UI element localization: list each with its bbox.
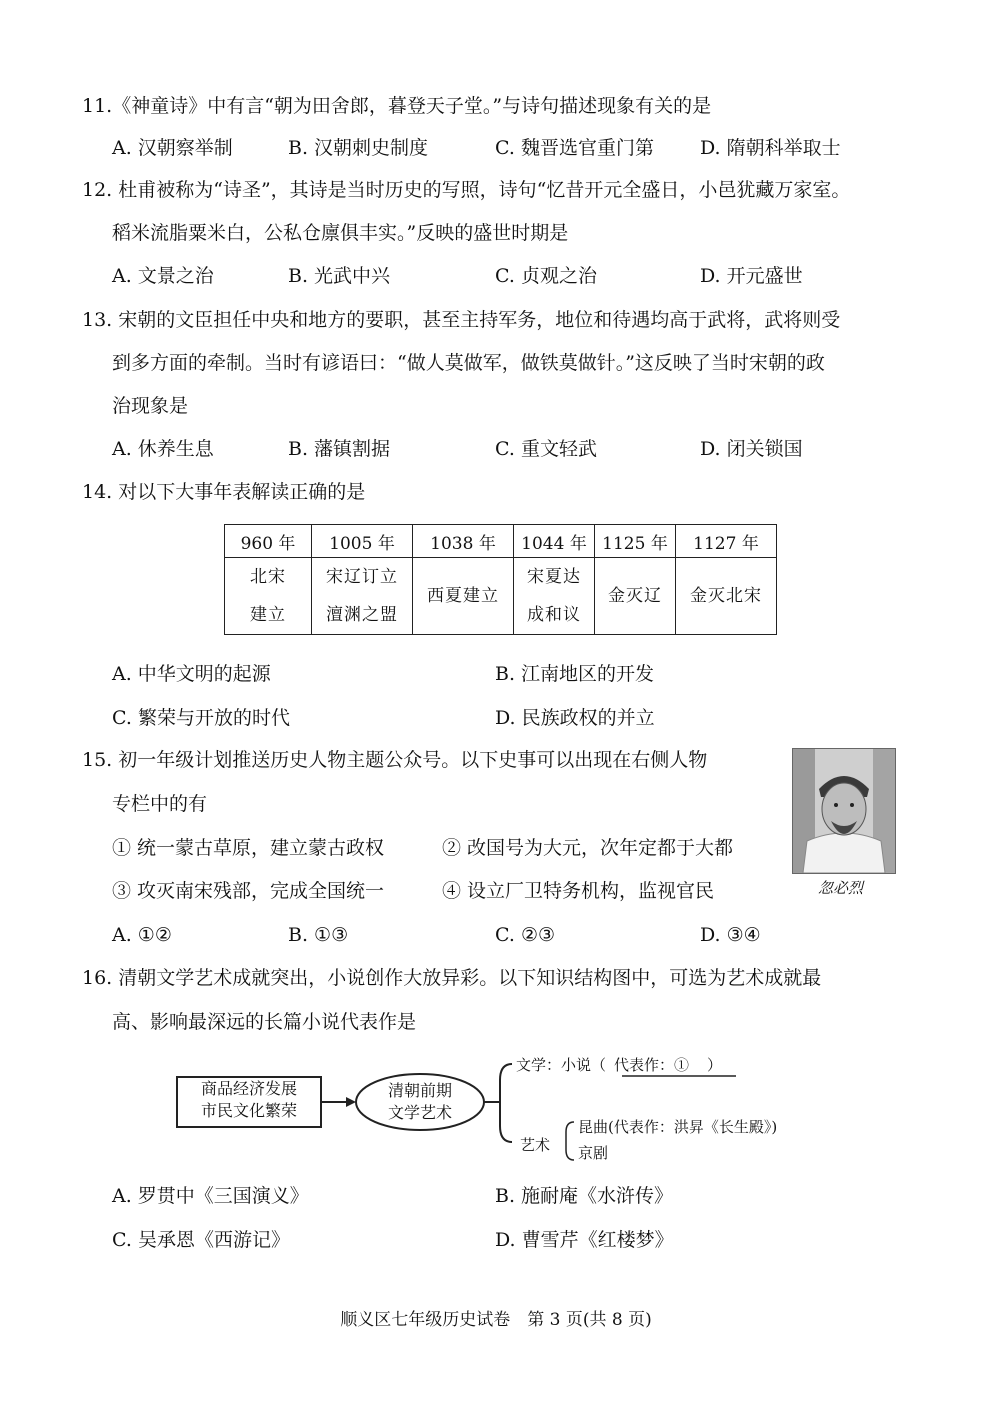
year-cell: 1127 年 xyxy=(676,525,777,558)
q16-stem-line2: 高、影响最深远的长篇小说代表作是 xyxy=(112,1011,417,1033)
q16-option-a[interactable]: A. 罗贯中《三国演义》 xyxy=(112,1185,309,1207)
page-footer: 顺义区七年级历史试卷 第 3 页(共 8 页) xyxy=(340,1310,652,1330)
q15-stem-line1: 15. 初一年级计划推送历史人物主题公众号。以下史事可以出现在右侧人物 xyxy=(82,749,708,771)
q13-option-c[interactable]: C. 重文轻武 xyxy=(495,438,597,460)
event-text: 西夏建立 xyxy=(427,586,499,606)
event-text: 宋辽订立 xyxy=(326,567,398,587)
year-cell: 1044 年 xyxy=(514,525,595,558)
center-text-1: 清朝前期 xyxy=(387,1081,452,1100)
q13-stem-line1: 13. 宋朝的文臣担任中央和地方的要职，甚至主持军务，地位和待遇均高于武将，武将则受 xyxy=(82,309,841,331)
q13-stem-line2: 到多方面的牵制。当时有谚语曰：“做人莫做军，做铁莫做针。”这反映了当时宋朝的政 xyxy=(112,352,825,374)
q11-stem: 11.《神童诗》中有言“朝为田舍郎，暮登天子堂。”与诗句描述现象有关的是 xyxy=(82,95,712,117)
q13-option-a[interactable]: A. 休养生息 xyxy=(112,438,214,460)
chronology-table xyxy=(224,524,777,635)
event-text: 北宋 xyxy=(250,567,286,587)
year-cell: 1125 年 xyxy=(595,525,676,558)
literature-label: 文学：小说（ xyxy=(516,1056,607,1074)
q13-option-b[interactable]: B. 藩镇割据 xyxy=(288,438,391,460)
art-item-kunqu: 昆曲(代表作：洪昇《长生殿》) xyxy=(578,1118,778,1136)
table-row xyxy=(225,558,777,635)
q15-option-a[interactable]: A. ①② xyxy=(112,924,172,946)
q13-stem-line3: 治现象是 xyxy=(112,395,189,417)
q16-option-c[interactable]: C. 吴承恩《西游记》 xyxy=(112,1229,290,1251)
q14-option-b[interactable]: B. 江南地区的开发 xyxy=(495,663,655,685)
portrait-caption: 忽必烈 xyxy=(818,879,864,897)
q15-option-b[interactable]: B. ①③ xyxy=(288,924,349,946)
q12-option-d[interactable]: D. 开元盛世 xyxy=(700,265,803,287)
q15-stem-line2: 专栏中的有 xyxy=(112,793,208,815)
cause-text-1: 商品经济发展 xyxy=(200,1079,297,1098)
q12-option-b[interactable]: B. 光武中兴 xyxy=(288,265,391,287)
event-cell xyxy=(312,558,413,635)
diagram-connectors xyxy=(170,1050,830,1170)
q16-option-b[interactable]: B. 施耐庵《水浒传》 xyxy=(495,1185,674,1207)
q14-option-d[interactable]: D. 民族政权的并立 xyxy=(495,707,655,729)
year-cell: 1005 年 xyxy=(312,525,413,558)
event-cell xyxy=(225,558,312,635)
q14-option-c[interactable]: C. 繁荣与开放的时代 xyxy=(112,707,290,729)
q15-item-2: ② 改国号为大元，次年定都于大都 xyxy=(442,837,734,859)
literature-branch xyxy=(516,1054,722,1075)
art-item-peking-opera: 京剧 xyxy=(578,1144,609,1162)
year-cell: 960 年 xyxy=(225,525,312,558)
cause-text-2: 市民文化繁荣 xyxy=(200,1101,297,1120)
q13-option-d[interactable]: D. 闭关锁国 xyxy=(700,438,803,460)
kublai-khan-portrait xyxy=(792,748,896,874)
q15-item-4: ④ 设立厂卫特务机构，监视官民 xyxy=(442,880,715,902)
event-cell xyxy=(676,558,777,635)
event-text: 金灭辽 xyxy=(608,586,662,606)
q14-option-a[interactable]: A. 中华文明的起源 xyxy=(112,663,271,685)
event-text: 澶渊之盟 xyxy=(326,605,398,625)
q16-option-d[interactable]: D. 曹雪芹《红楼梦》 xyxy=(495,1229,674,1251)
portrait-image xyxy=(793,749,895,873)
center-node xyxy=(376,1080,464,1124)
q12-option-a[interactable]: A. 文景之治 xyxy=(112,265,214,287)
year-cell: 1038 年 xyxy=(413,525,514,558)
q11-option-c[interactable]: C. 魏晋选官重门第 xyxy=(495,137,654,159)
event-text: 成和议 xyxy=(527,605,581,625)
knowledge-structure-diagram xyxy=(170,1050,830,1170)
event-cell xyxy=(595,558,676,635)
q12-stem-line2: 稻米流脂粟米白，公私仓廪俱丰实。”反映的盛世时期是 xyxy=(112,222,569,244)
q11-option-d[interactable]: D. 隋朝科举取士 xyxy=(700,137,841,159)
event-cell xyxy=(413,558,514,635)
event-text: 建立 xyxy=(250,605,286,625)
q15-item-3: ③ 攻灭南宋残部，完成全国统一 xyxy=(112,880,385,902)
q11-option-b[interactable]: B. 汉朝刺史制度 xyxy=(288,137,429,159)
q11-option-a[interactable]: A. 汉朝察举制 xyxy=(112,137,233,159)
literature-close: ） xyxy=(707,1056,723,1074)
q12-stem-line1: 12. 杜甫被称为“诗圣”，其诗是当时历史的写照，诗句“忆昔开元全盛日，小邑犹藏万家室。 xyxy=(82,179,851,201)
q15-item-1: ① 统一蒙古草原，建立蒙古政权 xyxy=(112,837,385,859)
event-text: 宋夏达 xyxy=(527,567,581,587)
q15-option-d[interactable]: D. ③④ xyxy=(700,924,761,946)
event-text: 金灭北宋 xyxy=(690,586,762,606)
literature-blank: 代表作：① xyxy=(614,1056,690,1074)
q14-stem: 14. 对以下大事年表解读正确的是 xyxy=(82,481,366,503)
q15-option-c[interactable]: C. ②③ xyxy=(495,924,556,946)
q12-option-c[interactable]: C. 贞观之治 xyxy=(495,265,597,287)
center-text-2: 文学艺术 xyxy=(387,1103,452,1122)
table-row xyxy=(225,525,777,558)
q16-stem-line1: 16. 清朝文学艺术成就突出，小说创作大放异彩。以下知识结构图中，可选为艺术成就最 xyxy=(82,967,822,989)
event-cell xyxy=(514,558,595,635)
art-label: 艺术 xyxy=(520,1136,551,1154)
